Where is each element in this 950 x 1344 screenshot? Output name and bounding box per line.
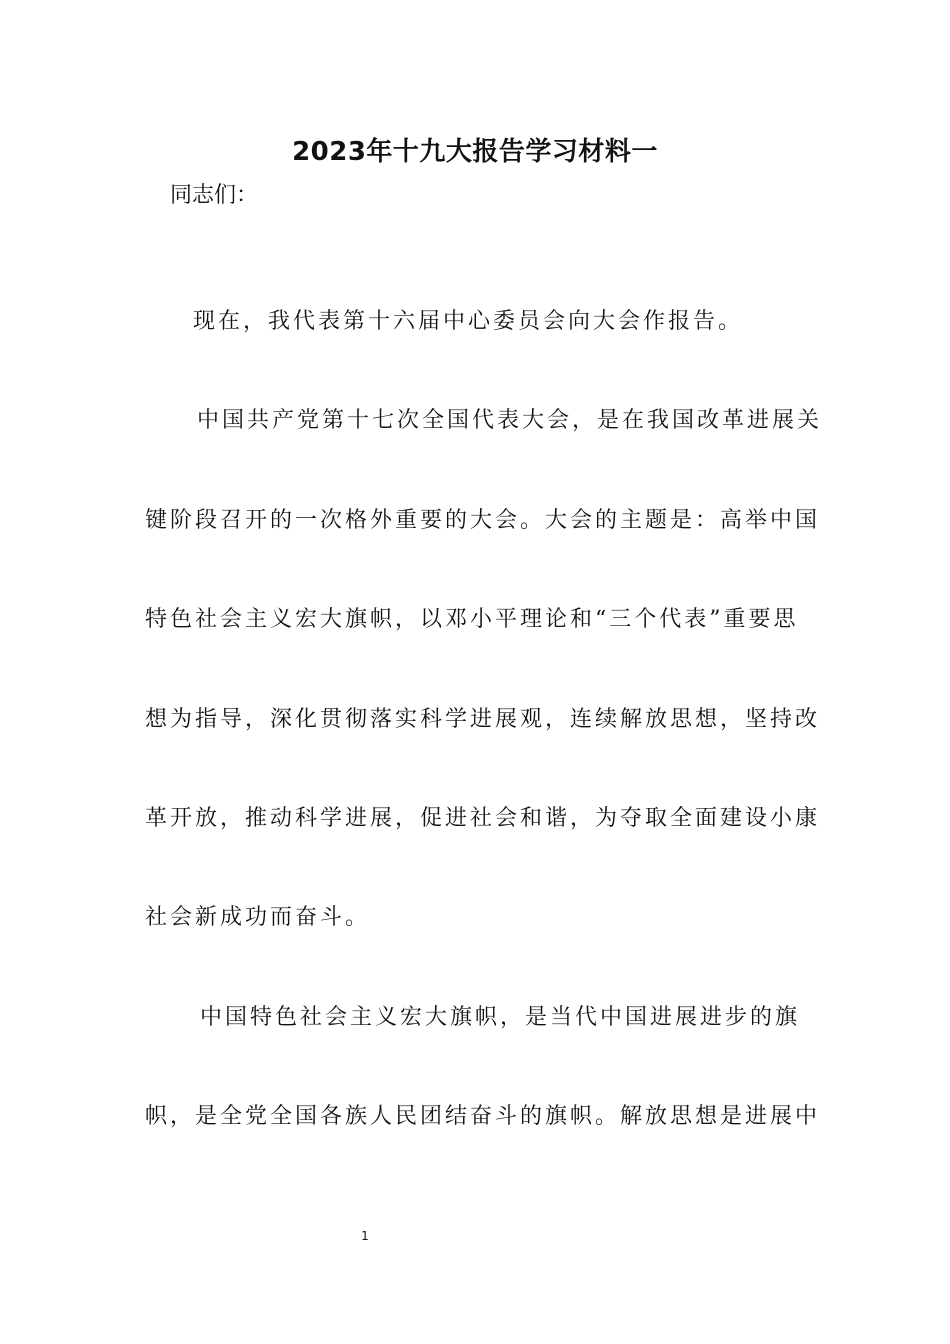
body-line: 中国共产党第十七次全国代表大会，是在我国改革进展关 [197, 408, 823, 433]
body-line: 社会新成功而奋斗。 [145, 905, 371, 930]
body-line: 革开放，推动科学进展，促进社会和谐，为夺取全面建设小康 [145, 806, 821, 831]
document-title: 2023年十九大报告学习材料一 [292, 137, 658, 167]
body-line: 帜，是全党全国各族人民团结奋斗的旗帜。解放思想是进展中 [145, 1104, 821, 1129]
body-line: 键阶段召开的一次格外重要的大会。大会的主题是：高举中国 [145, 508, 821, 533]
body-line: 特色社会主义宏大旗帜，以邓小平理论和“三个代表”重要思 [145, 607, 799, 632]
body-line: 想为指导，深化贯彻落实科学进展观，连续解放思想，坚持改 [145, 707, 821, 732]
body-line: 现在，我代表第十六届中心委员会向大会作报告。 [193, 309, 744, 334]
salutation: 同志们： [170, 183, 259, 208]
page-number: 1 [361, 1229, 369, 1243]
body-line: 中国特色社会主义宏大旗帜，是当代中国进展进步的旗 [200, 1005, 801, 1030]
